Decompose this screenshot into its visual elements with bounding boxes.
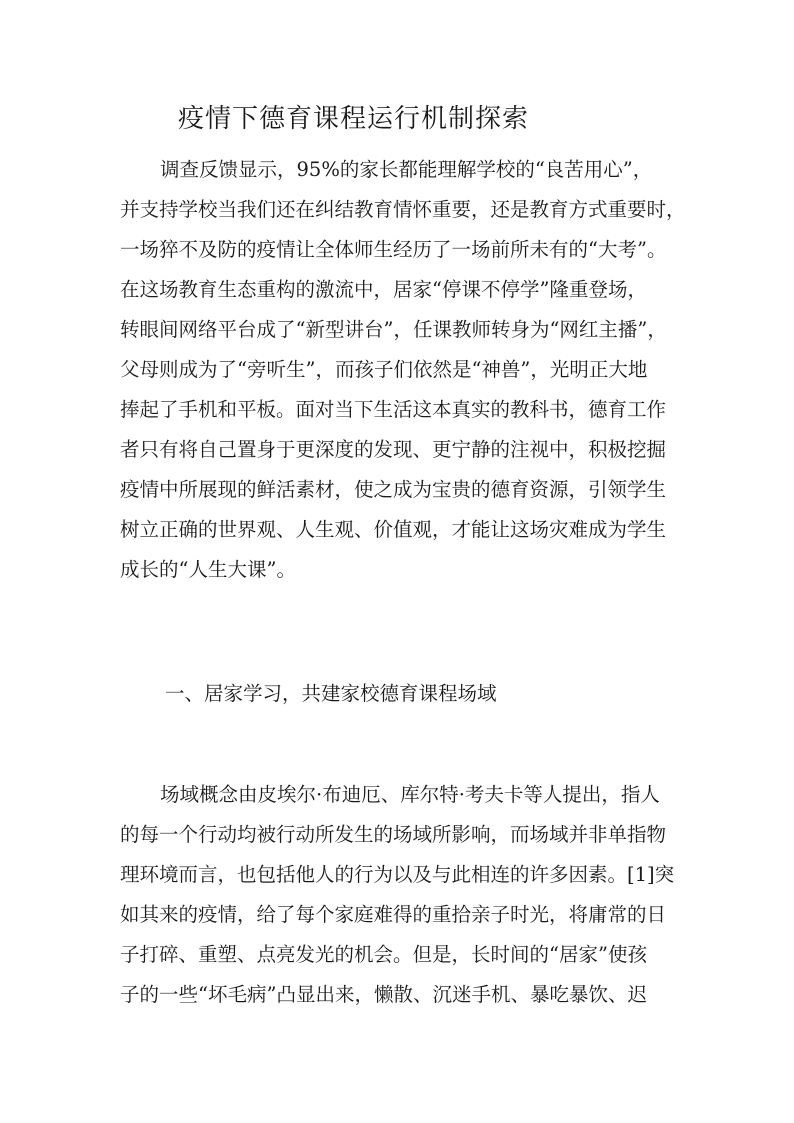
paragraph-line: 树立正确的世界观、人生观、价值观，才能让这场灾难成为学生 — [120, 518, 667, 541]
paragraph-line: 父母则成为了“旁听生”，而孩子们依然是“神兽”，光明正大地 — [120, 358, 648, 381]
paragraph-line: 子打碎、重塑、点亮发光的机会。但是，长时间的“居家”使孩 — [120, 943, 647, 966]
paragraph-line: 一场猝不及防的疫情让全体师生经历了一场前所未有的“大考”。 — [120, 238, 667, 261]
paragraph-line: 成长的“人生大课”。 — [120, 558, 296, 581]
paragraph-line: 理环境而言，也包括他人的行为以及与此相连的许多因素。[1]突 — [120, 863, 675, 886]
paragraph-line: 在这场教育生态重构的激流中，居家“停课不停学”隆重登场， — [120, 278, 647, 301]
paragraph-line: 场域概念由皮埃尔·布迪厄、库尔特·考夫卡等人提出，指人 — [160, 783, 660, 806]
paragraph-line: 调查反馈显示，95%的家长都能理解学校的“良苦用心”， — [160, 158, 653, 181]
paragraph-line: 的每一个行动均被行动所发生的场域所影响，而场域并非单指物 — [120, 823, 667, 846]
paragraph-line: 者只有将自己置身于更深度的发现、更宁静的注视中，积极挖掘 — [120, 438, 667, 461]
paragraph-line: 并支持学校当我们还在纠结教育情怀重要，还是教育方式重要时， — [120, 198, 686, 221]
paragraph-line: 疫情中所展现的鲜活素材，使之成为宝贵的德育资源，引领学生 — [120, 478, 667, 501]
section-heading: 一、居家学习，共建家校德育课程场域 — [165, 682, 497, 705]
paragraph-line: 捧起了手机和平板。面对当下生活这本真实的教科书，德育工作 — [120, 398, 667, 421]
document-title: 疫情下德育课程运行机制探索 — [178, 104, 530, 134]
paragraph-line: 子的一些“坏毛病”凸显出来，懒散、沉迷手机、暴吃暴饮、迟 — [120, 983, 647, 1006]
paragraph-line: 转眼间网络平台成了“新型讲台”，任课教师转身为“网红主播”， — [120, 318, 667, 341]
paragraph-line: 如其来的疫情，给了每个家庭难得的重拾亲子时光，将庸常的日 — [120, 903, 667, 926]
